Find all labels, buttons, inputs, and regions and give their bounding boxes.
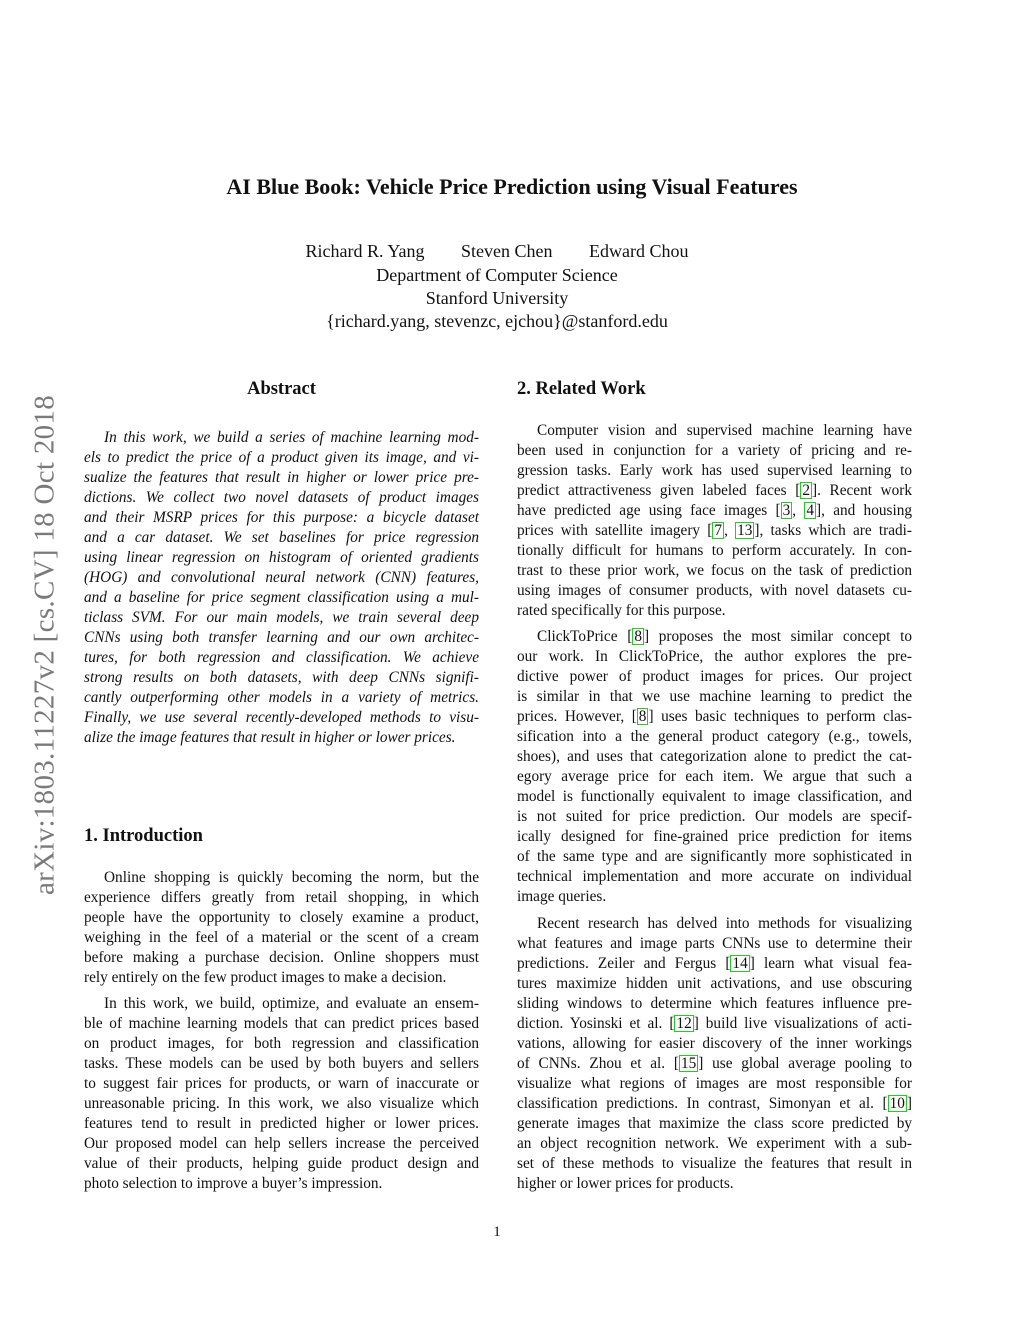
text-line: Our proposed model can help sellers increase the perceived bbox=[84, 1135, 479, 1152]
text-line: and a baseline for price segment classification using a mul- bbox=[84, 589, 479, 606]
text-line: (HOG) and convolutional neural network (CNN) features, bbox=[84, 569, 479, 586]
text-line: dictions. We collect two novel datasets of product images bbox=[84, 489, 479, 506]
related-work-heading: 2. Related Work bbox=[517, 379, 646, 399]
intro-paragraph bbox=[84, 994, 479, 1194]
citation-link[interactable]: 13 bbox=[737, 522, 753, 539]
citation-link[interactable]: 8 bbox=[634, 628, 642, 645]
text-line: Online shopping is quickly becoming the norm, but the bbox=[104, 869, 479, 886]
text-line: value of their products, helping guide product design and bbox=[84, 1155, 479, 1172]
paper-title: AI Blue Book: Vehicle Price Prediction using Visual Features bbox=[226, 174, 798, 199]
text-line: unreasonable pricing. In this work, we also visualize which bbox=[84, 1095, 479, 1112]
author-name: Steven Chen bbox=[461, 241, 553, 261]
citation-link[interactable]: 3 bbox=[782, 502, 791, 519]
text-line: shoes), and uses that categorization alone to predict the cat- bbox=[517, 748, 912, 765]
citation-link[interactable]: 10 bbox=[889, 1095, 905, 1112]
abstract-body bbox=[84, 428, 479, 748]
text-line: els to predict the price of a product given its image, and vi- bbox=[84, 449, 479, 466]
text-line: predictions. Zeiler and Fergus [ 14 ] learn what visual fea- bbox=[517, 955, 912, 972]
text-line: tures, for both regression and classification. We achieve bbox=[84, 649, 479, 666]
text-line: Finally, we use several recently-developed methods to visu- bbox=[84, 709, 479, 726]
text-line: experience differs greatly from retail shopping, in which bbox=[84, 889, 479, 906]
citation-link[interactable]: 2 bbox=[802, 482, 810, 499]
author-emails: {richard.yang, stevenzc, ejchou}@stanford.edu bbox=[326, 311, 668, 331]
citation-link[interactable]: 15 bbox=[680, 1055, 697, 1072]
text-line: sliding windows to determine which features influence pre- bbox=[517, 995, 912, 1012]
text-line: predict attractiveness given labeled faces [ 2 ]. Recent work bbox=[517, 482, 912, 499]
text-line: dictive power of product images for prices. Our project bbox=[517, 668, 912, 685]
text-line: ticlass SVM. For our main models, we train several deep bbox=[84, 609, 479, 626]
text-line: is similar in that we use machine learning to predict the bbox=[517, 688, 912, 705]
text-line: ically designed for fine-grained price prediction for items bbox=[517, 828, 912, 845]
text-line: weighing in the feel of a material or the scent of a cream bbox=[84, 929, 479, 946]
department: Department of Computer Science bbox=[376, 265, 618, 285]
text-line: been used in conjunction for a variety of pricing and re- bbox=[517, 442, 912, 459]
intro-paragraph bbox=[84, 868, 479, 988]
text-line: on product images, for both regression and classification bbox=[84, 1035, 479, 1052]
text-line: rated specifically for this purpose. bbox=[517, 602, 726, 619]
text-line: features tend to result in predicted higher or lower prices. bbox=[84, 1115, 479, 1132]
text-line: photo selection to improve a buyer’s impression. bbox=[84, 1175, 383, 1192]
text-line: Computer vision and supervised machine learning have bbox=[537, 422, 912, 439]
text-line: image queries. bbox=[517, 888, 607, 905]
citation-link[interactable]: 14 bbox=[732, 955, 748, 972]
text-line: ble of machine learning models that can predict prices based bbox=[84, 1015, 479, 1032]
related-work-paragraph bbox=[517, 627, 912, 907]
text-line: strong results on both datasets, with deep CNNs signifi- bbox=[84, 669, 479, 686]
text-line: set of these methods to visualize the features that result in bbox=[517, 1155, 912, 1172]
text-line: Recent research has delved into methods for visualizing bbox=[537, 915, 912, 932]
text-line: ClickToPrice [ 8 ] proposes the most similar concept to bbox=[537, 628, 913, 645]
text-line: an object recognition network. We experiment with a sub- bbox=[517, 1135, 912, 1152]
text-line: and their MSRP prices for this purpose: a bicycle dataset bbox=[84, 509, 479, 526]
text-line: have predicted age using face images [ 3 , 4 ], and housing bbox=[517, 502, 912, 519]
author-name: Richard R. Yang bbox=[305, 241, 425, 261]
text-line: diction. Yosinski et al. [ 12 ] build live visualizations of acti- bbox=[517, 1015, 912, 1032]
text-line: In this work, we build a series of machine learning mod- bbox=[104, 429, 479, 446]
author-name: Edward Chou bbox=[589, 241, 689, 261]
text-line: CNNs using both transfer learning and our own architec- bbox=[84, 629, 479, 646]
text-line: visualize what regions of images are most responsible for bbox=[517, 1075, 912, 1092]
text-line: sification into a the general product category (e.g., towels, bbox=[517, 728, 912, 745]
text-line: tures maximize hidden unit activations, and use obscuring bbox=[517, 975, 912, 992]
text-line: people have the opportunity to closely examine a product, bbox=[84, 909, 479, 926]
text-line: of CNNs. Zhou et al. [ 15 ] use global average pooling to bbox=[517, 1055, 912, 1072]
citation-link[interactable]: 8 bbox=[638, 708, 647, 725]
arxiv-side-stamp: arXiv:1803.11227v2 [cs.CV] 18 Oct 2018 bbox=[28, 394, 61, 896]
author-list bbox=[0, 240, 994, 263]
related-work-paragraph bbox=[517, 421, 912, 621]
text-line: of the same type and are significantly more sophisticated in bbox=[517, 848, 912, 865]
text-line: prices with satellite imagery [ 7 , 13 ], tasks which are tradi- bbox=[517, 522, 912, 539]
text-line: alize the image features that result in higher or lower prices. bbox=[84, 729, 456, 746]
text-line: egory average price for each item. We argue that such a bbox=[517, 768, 912, 785]
text-line: is not suited for price prediction. Our models are specif- bbox=[517, 808, 912, 825]
abstract-heading: Abstract bbox=[247, 379, 316, 399]
citation-link[interactable]: 12 bbox=[676, 1015, 692, 1032]
text-line: before making a purchase decision. Online shoppers must bbox=[84, 949, 479, 966]
page-number: 1 bbox=[493, 1224, 501, 1240]
text-line: using images of consumer products, with novel datasets cu- bbox=[517, 582, 912, 599]
text-line: generate images that maximize the class score predicted by bbox=[517, 1115, 912, 1132]
citation-link[interactable]: 7 bbox=[714, 522, 723, 539]
text-line: rely entirely on the few product images to make a decision. bbox=[84, 969, 447, 986]
text-line: higher or lower prices for products. bbox=[517, 1175, 734, 1192]
text-line: what features and image parts CNNs use to determine their bbox=[517, 935, 912, 952]
text-line: technical implementation and more accurate on individual bbox=[517, 868, 912, 885]
introduction-heading: 1. Introduction bbox=[84, 826, 203, 846]
university: Stanford University bbox=[425, 288, 569, 308]
text-line: to suggest fair prices for products, or warn of inaccurate or bbox=[84, 1075, 479, 1092]
text-line: prices. However, [ 8 ] uses basic techniques to perform clas- bbox=[517, 708, 912, 725]
text-line: sualize the features that result in higher or lower price pre- bbox=[84, 469, 479, 486]
text-line: gression tasks. Early work has used supervised learning to bbox=[517, 462, 912, 479]
text-line: vations, allowing for easier discovery of the inner workings bbox=[517, 1035, 912, 1052]
text-line: model is functionally equivalent to image classification, and bbox=[517, 788, 912, 805]
text-line: cantly outperforming other models in a variety of metrics. bbox=[84, 689, 479, 706]
related-work-paragraph bbox=[517, 914, 912, 1194]
text-line: our work. In ClickToPrice, the author explores the pre- bbox=[517, 648, 912, 665]
text-line: trast to these prior work, we focus on the task of prediction bbox=[517, 562, 912, 579]
text-line: classification predictions. In contrast, Simonyan et al. [ 10 ] bbox=[517, 1095, 912, 1112]
text-line: tionally difficult for humans to perform accurately. In con- bbox=[517, 542, 912, 559]
text-line: using linear regression on histogram of oriented gradients bbox=[84, 549, 479, 566]
text-line: In this work, we build, optimize, and evaluate an ensem- bbox=[104, 995, 479, 1012]
text-line: and a car dataset. We set baselines for price regression bbox=[84, 529, 479, 546]
text-line: tasks. These models can be used by both buyers and sellers bbox=[84, 1055, 479, 1072]
citation-link[interactable]: 4 bbox=[806, 502, 815, 519]
